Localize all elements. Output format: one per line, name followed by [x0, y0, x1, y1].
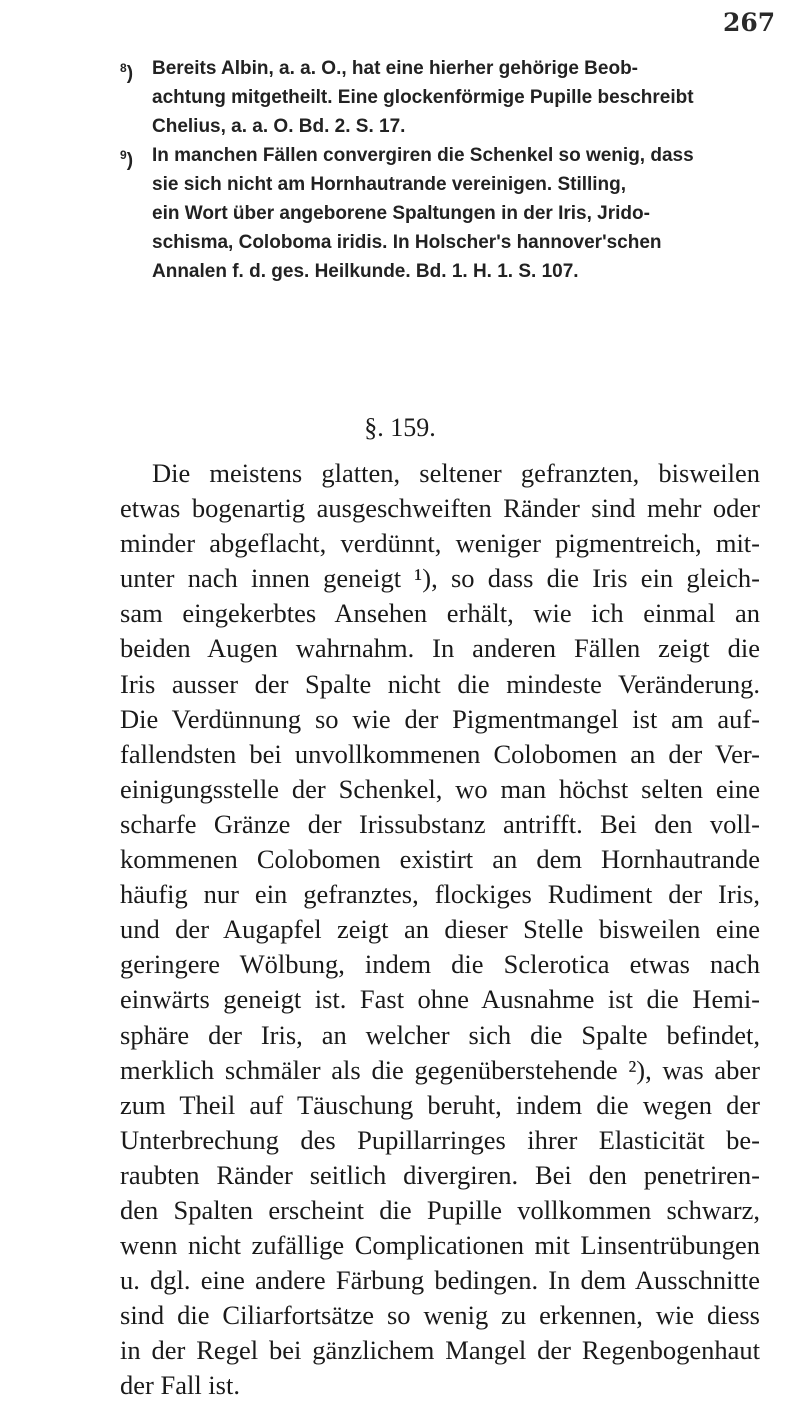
footnote-line: Chelius, a. a. O. Bd. 2. S. 17. — [152, 116, 406, 137]
section-heading: §. 159. — [364, 413, 436, 442]
body-line: merklich schmäler als die gegenüberstehende ²), was aber — [120, 1054, 760, 1085]
footnote-9 — [120, 141, 748, 286]
footnotes — [120, 54, 748, 286]
footnote-line: Bereits Albin, a. a. O., hat eine hierher gehörige Beob- — [152, 58, 639, 79]
body-line: minder abgeflacht, verdünnt, weniger pigmentreich, mit- — [120, 528, 760, 559]
body-line: Unterbrechung des Pupillarringes ihrer Elasticität be- — [120, 1124, 760, 1155]
body-line: etwas bogenartig ausgeschweiften Ränder sind mehr oder — [120, 493, 760, 524]
body-line: beiden Augen wahrnahm. In anderen Fällen zeigt die — [120, 633, 760, 664]
body-line: kommenen Colobomen existirt an dem Hornhautrande — [120, 844, 760, 875]
footnote-line: In manchen Fällen convergiren die Schenkel so wenig, dass — [152, 145, 694, 166]
body-line: sam eingekerbtes Ansehen erhält, wie ich einmal an — [120, 598, 760, 629]
body-line: u. dgl. eine andere Färbung bedingen. In dem Ausschnitte — [120, 1265, 760, 1296]
page-number: 267 — [723, 8, 776, 37]
body-line: zum Theil auf Täuschung beruht, indem die wegen der — [120, 1089, 760, 1120]
body-line: und der Augapfel zeigt an dieser Stelle bisweilen eine — [120, 914, 760, 945]
body-line: Die meistens glatten, seltener gefranzten, bisweilen — [152, 458, 760, 488]
body-line: der Fall ist. — [120, 1370, 240, 1401]
body-line: den Spalten erscheint die Pupille vollkommen schwarz, — [120, 1194, 760, 1225]
body-text — [120, 456, 760, 1404]
body-line: einwärts geneigt ist. Fast ohne Ausnahme ist die Hemi- — [120, 984, 760, 1015]
body-line: fallendsten bei unvollkommenen Colobomen an der Ver- — [120, 738, 760, 769]
footnote-line: ein Wort über angeborene Spaltungen in der Iris, Jrido- — [152, 203, 650, 224]
body-line: sind die Ciliarfortsätze so wenig zu erkennen, wie diess — [120, 1300, 760, 1331]
body-line: Iris ausser der Spalte nicht die mindeste Veränderung. — [120, 668, 760, 699]
footnote-line: achtung mitgetheilt. Eine glockenförmige Pupille beschreibt — [152, 87, 694, 108]
body-line: sphäre der Iris, an welcher sich die Spalte befindet, — [120, 1019, 760, 1050]
body-line: geringere Wölbung, indem die Sclerotica etwas nach — [120, 949, 760, 980]
footnote-8 — [120, 54, 748, 141]
footnote-line: schisma, Coloboma iridis. In Holscher's hannover'schen — [152, 232, 662, 253]
footnote-marker: $^9$) — [120, 148, 134, 171]
body-line: Die Verdünnung so wie der Pigmentmangel ist am auf- — [120, 703, 760, 734]
body-line: raubten Ränder seitlich divergiren. Bei den penetriren- — [120, 1159, 760, 1190]
body-line: in der Regel bei gänzlichem Mangel der Regenbogenhaut — [120, 1335, 760, 1366]
body-line: wenn nicht zufällige Complicationen mit Linsentrübungen — [120, 1230, 760, 1261]
footnote-marker: $^8$) — [120, 61, 134, 84]
body-line: scharfe Gränze der Irissubstanz antrifft. Bei den voll- — [120, 808, 760, 839]
footnote-line: Annalen f. d. ges. Heilkunde. Bd. 1. H. 1. S. 107. — [152, 261, 579, 282]
body-line: unter nach innen geneigt ¹), so dass die Iris ein gleich- — [120, 563, 760, 594]
body-line: einigungsstelle der Schenkel, wo man höchst selten eine — [120, 773, 760, 804]
footnote-line: sie sich nicht am Hornhautrande vereinigen. Stilling, — [152, 174, 627, 195]
body-line: häufig nur ein gefranztes, flockiges Rudiment der Iris, — [120, 879, 760, 910]
